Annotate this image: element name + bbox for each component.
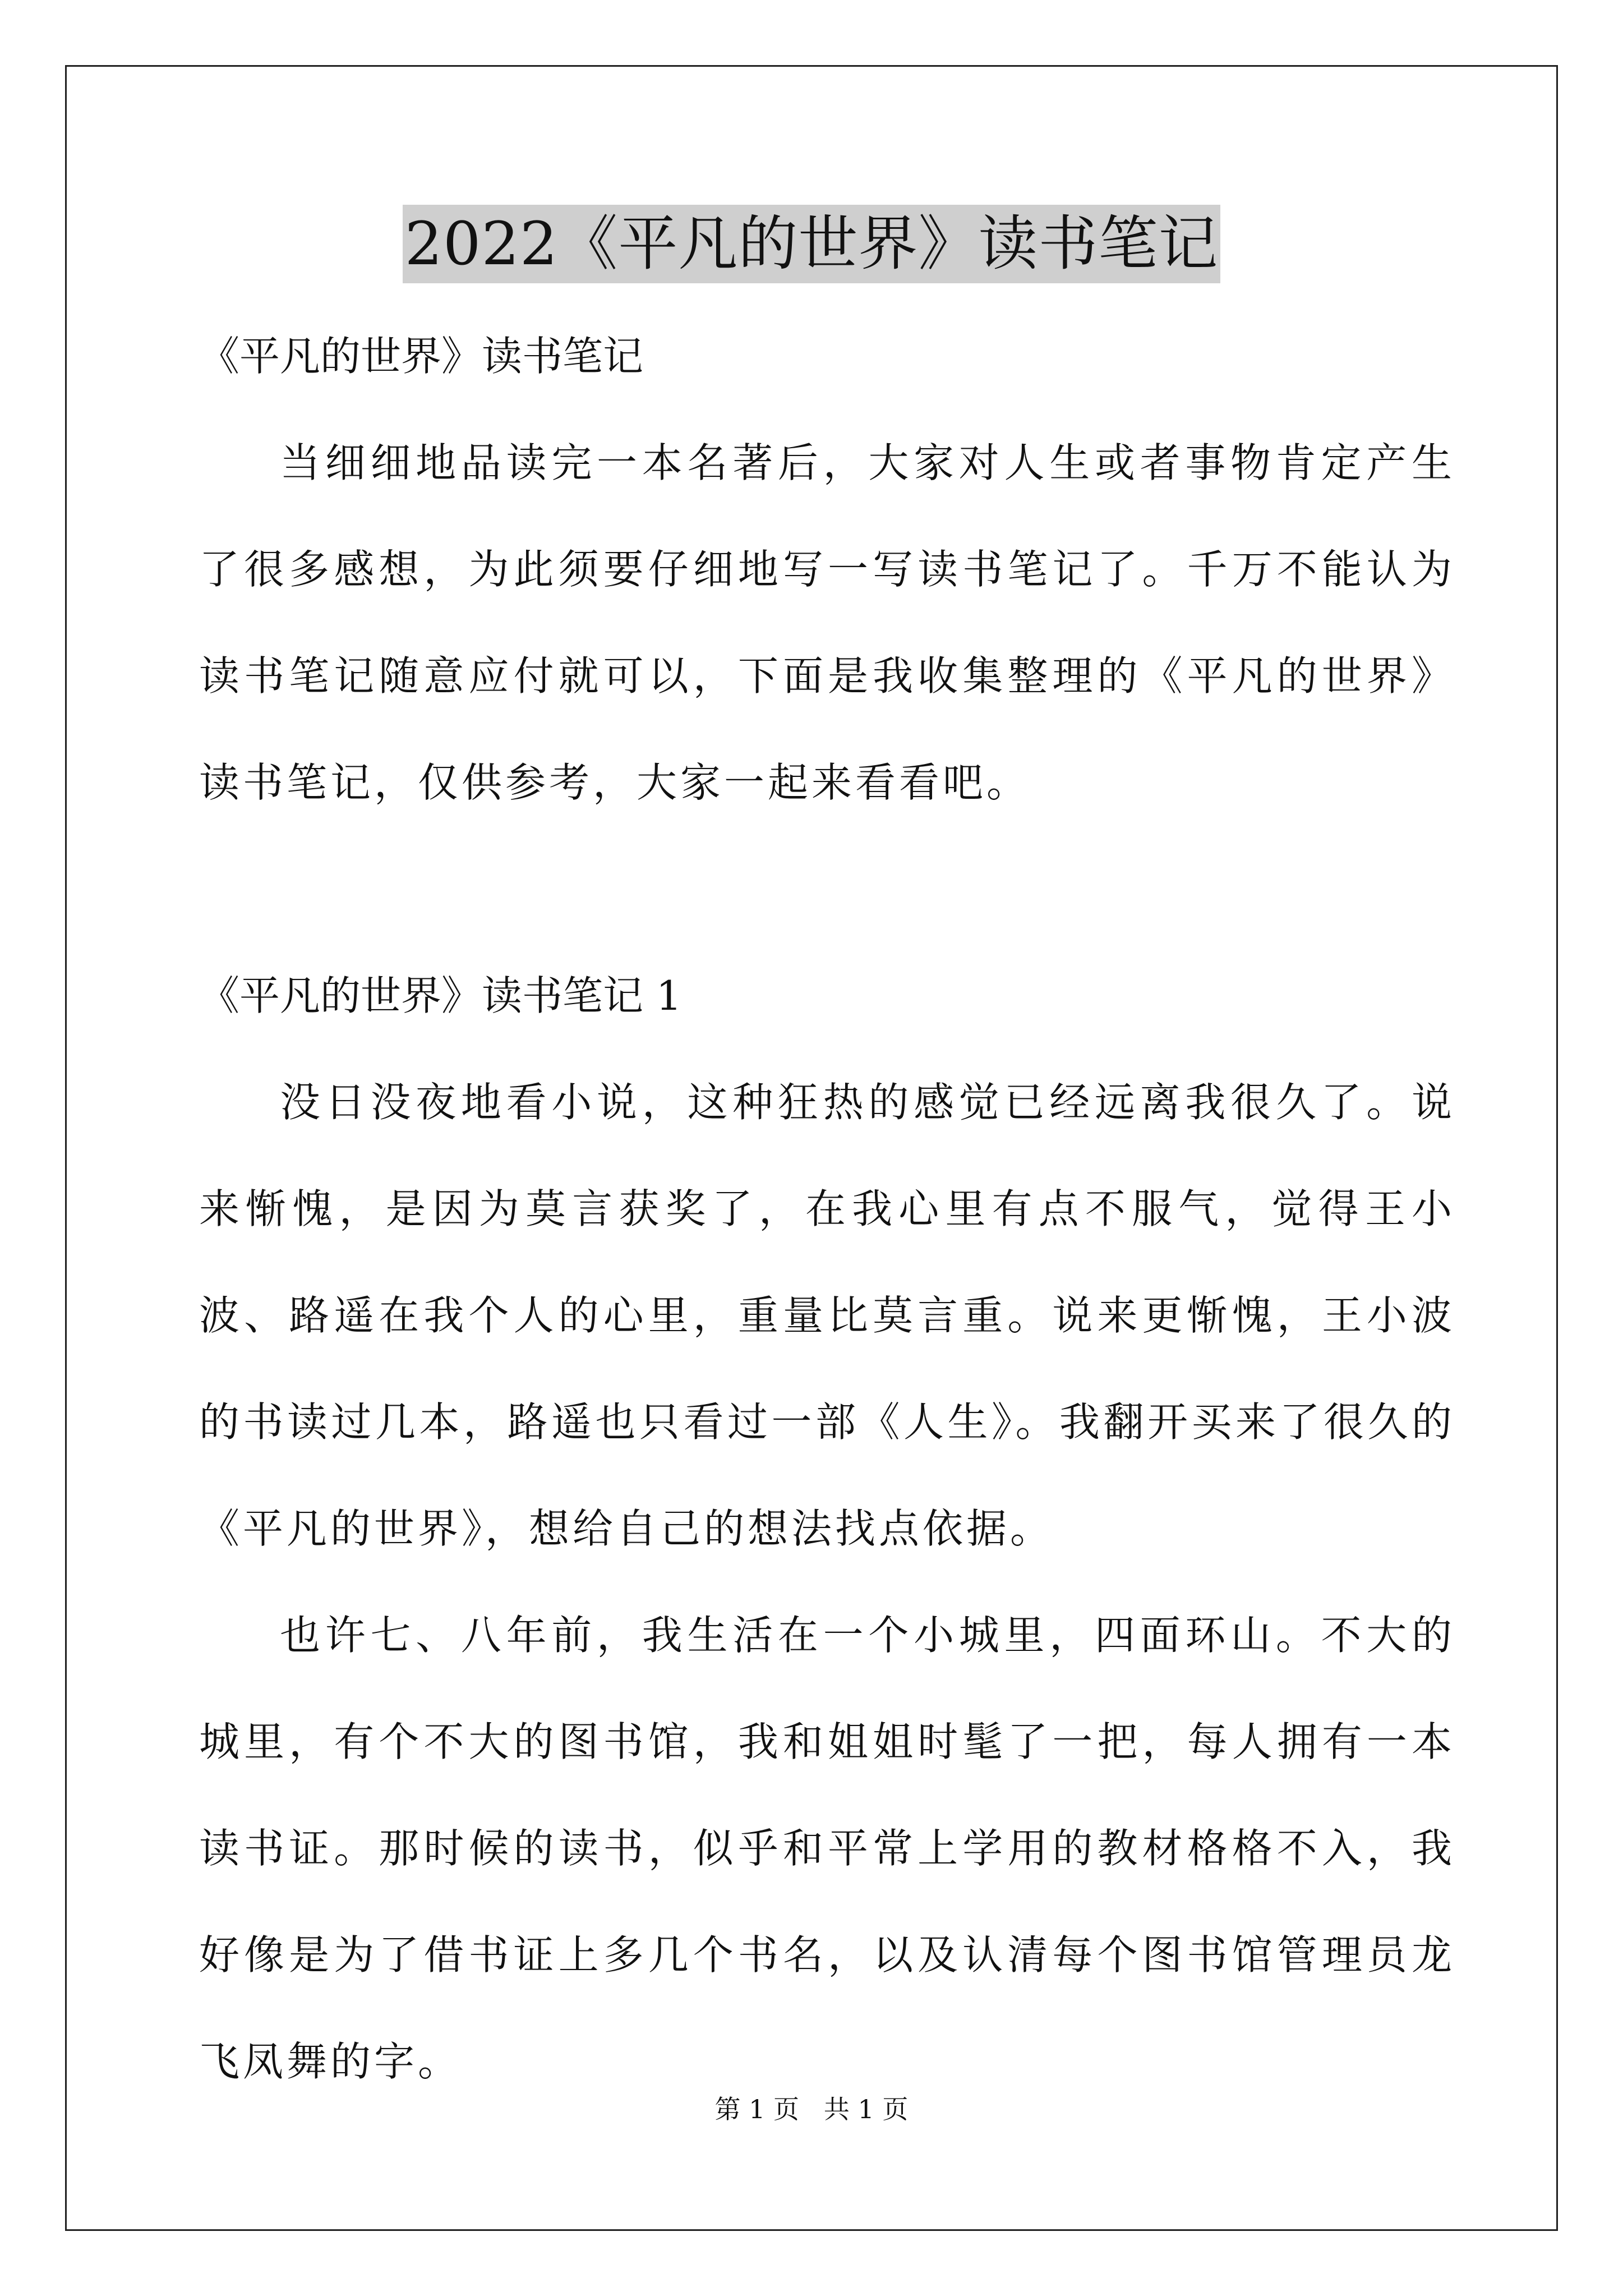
title-container xyxy=(0,205,1623,283)
section1-paragraph-2: 也许七、八年前，我生活在一个小城里，四面环山。不大的城里，有个不大的图书馆，我和姐姐时髦了一把，每人拥有一本读书证。那时候的读书，似乎和平常上学用的教材格格不入，我好像是为了借书证上多几个书名，以及认清每个图书馆管理员龙飞凤舞的字。 xyxy=(199,1612,1455,2085)
document-title: 2022《平凡的世界》读书笔记 xyxy=(403,205,1221,283)
section1-heading: 《平凡的世界》读书笔记 1 xyxy=(199,972,682,1019)
intro-heading: 《平凡的世界》读书笔记 xyxy=(199,333,644,380)
section-spacer xyxy=(199,836,1455,942)
intro-paragraph: 当细细地品读完一本名著后，大家对人生或者事物肯定产生了很多感想，为此须要仔细地写一写读书笔记了。千万不能认为读书笔记随意应付就可以，下面是我收集整理的《平凡的世界》读书笔记，仅供参考，大家一起来看看吧。 xyxy=(199,439,1455,806)
section1-paragraph-1: 没日没夜地看小说，这种狂热的感觉已经远离我很久了。说来惭愧，是因为莫言获奖了，在我心里有点不服气，觉得王小波、路遥在我个人的心里，重量比莫言重。说来更惭愧，王小波的书读过几本，路遥也只看过一部《人生》。我翻开买来了很久的《平凡的世界》，想给自己的想法找点依据。 xyxy=(199,1079,1455,1552)
document-body xyxy=(199,303,1455,2115)
page-footer: 第 1 页 共 1 页 xyxy=(714,2094,909,2124)
